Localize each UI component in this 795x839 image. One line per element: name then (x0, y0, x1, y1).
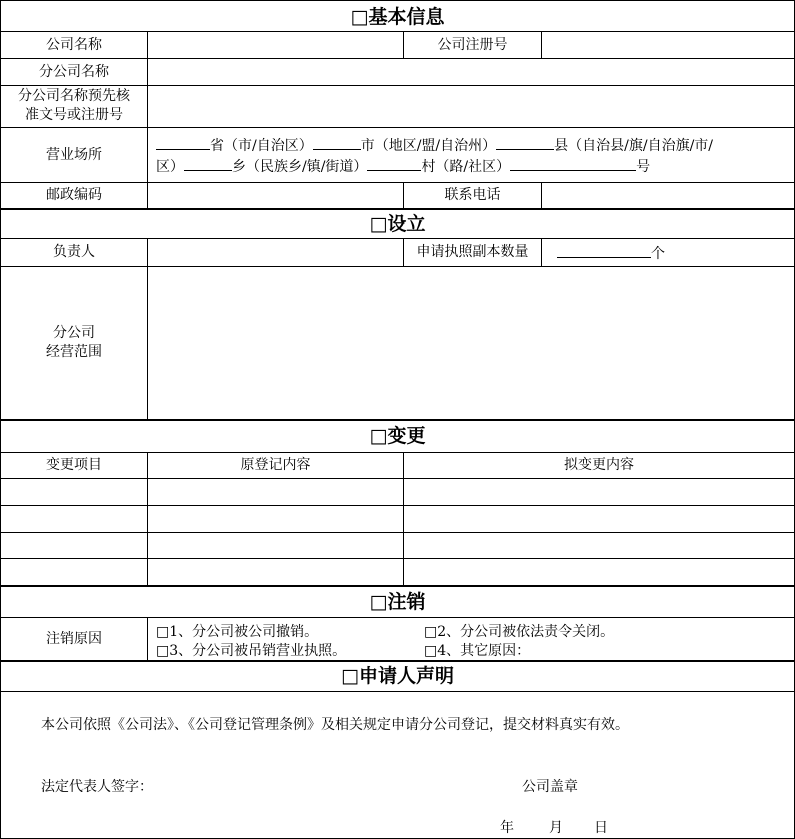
village-blank[interactable] (367, 156, 421, 171)
cancel-reason-label: 注销原因 (46, 630, 102, 647)
section-basic-info-title: □基本信息 (350, 6, 445, 28)
business-scope-field[interactable] (148, 267, 794, 419)
table-row[interactable] (1, 479, 794, 505)
grid-vline (541, 183, 542, 208)
change-col-item: 变更项目 (46, 456, 102, 473)
cancel-option-3[interactable]: □3、分公司被吊销营业执照。 (156, 643, 347, 659)
business-scope-label (1, 267, 147, 419)
business-scope-label-line2: 经营范围 (46, 344, 102, 360)
divider (1, 208, 794, 210)
postal-code-field[interactable] (148, 183, 403, 208)
company-name-label: 公司名称 (46, 36, 102, 53)
company-name-field[interactable] (148, 32, 403, 58)
cancel-option-1[interactable]: □1、分公司被公司撤销。 (156, 624, 319, 640)
grid-vline (147, 453, 148, 585)
branch-prename-label-line1: 分公司名称预先核 (18, 88, 130, 104)
grid-vline (403, 32, 404, 58)
table-row[interactable] (1, 559, 794, 584)
village-suffix: 村（路/社区） (421, 159, 511, 175)
section-declaration-title: □申请人声明 (341, 665, 454, 687)
responsible-person-field[interactable] (148, 239, 403, 266)
city-suffix: 市（地区/盟/自治州） (360, 138, 497, 154)
company-seal-label: 公司盖章 (522, 779, 578, 795)
divider (1, 585, 794, 587)
phone-field[interactable] (542, 183, 794, 208)
section-change-title: □变更 (369, 425, 426, 447)
phone-label: 联系电话 (444, 187, 501, 203)
grid-vline (403, 183, 404, 208)
change-col-new: 拟变更内容 (564, 456, 634, 473)
divider (1, 691, 794, 692)
section-cancel-title: □注销 (369, 591, 426, 613)
township-blank[interactable] (184, 156, 232, 171)
company-reg-no-field[interactable] (542, 32, 794, 58)
license-copies-field[interactable] (557, 243, 665, 263)
grid-vline (147, 32, 148, 208)
license-copies-label: 申请执照副本数量 (416, 244, 529, 260)
township-suffix: 乡（民族乡/镇/街道） (232, 159, 368, 175)
city-blank[interactable] (313, 135, 361, 150)
license-copies-blank[interactable] (557, 243, 651, 258)
license-copies-unit: 个 (651, 246, 665, 262)
province-blank[interactable] (156, 135, 210, 150)
postal-code-label: 邮政编码 (46, 187, 102, 203)
table-row[interactable] (1, 533, 794, 558)
county-suffix: 县（自治县/旗/自治旗/市/ (554, 138, 714, 154)
branch-prename-label-line2: 准文号或注册号 (25, 107, 123, 123)
section-setup-title: □设立 (369, 213, 426, 235)
date-day-label: 日 (594, 820, 608, 836)
legal-rep-signature-label: 法定代表人签字： (41, 779, 153, 795)
change-col-original: 原登记内容 (240, 456, 311, 473)
table-row[interactable] (1, 506, 794, 532)
business-place-label: 营业场所 (46, 146, 102, 163)
grid-vline (403, 453, 404, 585)
grid-vline (541, 32, 542, 58)
business-scope-label-line1: 分公司 (53, 325, 95, 341)
date-month-label: 月 (549, 820, 563, 836)
divider (1, 419, 794, 421)
declaration-statement: 本公司依照《公司法》、《公司登记管理条例》及相关规定申请分公司登记，提交材料真实有效。 (41, 717, 629, 733)
house-number-suffix: 号 (636, 159, 651, 175)
date-year-label: 年 (500, 820, 514, 836)
business-place-address-line1[interactable] (156, 135, 713, 155)
grid-vline (541, 239, 542, 266)
county-blank[interactable] (496, 135, 554, 150)
branch-prename-field[interactable] (148, 86, 794, 126)
house-number-blank[interactable] (510, 156, 636, 171)
grid-vline (147, 239, 148, 419)
grid-vline (403, 239, 404, 266)
branch-prename-label (1, 86, 147, 126)
branch-name-field[interactable] (148, 59, 794, 85)
responsible-person-label: 负责人 (53, 244, 95, 260)
branch-name-label: 分公司名称 (39, 63, 109, 80)
cancel-option-4[interactable]: □4、其它原因： (424, 643, 531, 659)
divider (1, 660, 794, 662)
district-suffix: 区） (156, 159, 184, 175)
cancel-option-2[interactable]: □2、分公司被依法责令关闭。 (424, 624, 615, 640)
province-suffix: 省（市/自治区） (210, 138, 313, 154)
company-reg-no-label: 公司注册号 (437, 36, 508, 53)
business-place-address-line2[interactable] (156, 156, 650, 176)
grid-vline (147, 618, 148, 660)
